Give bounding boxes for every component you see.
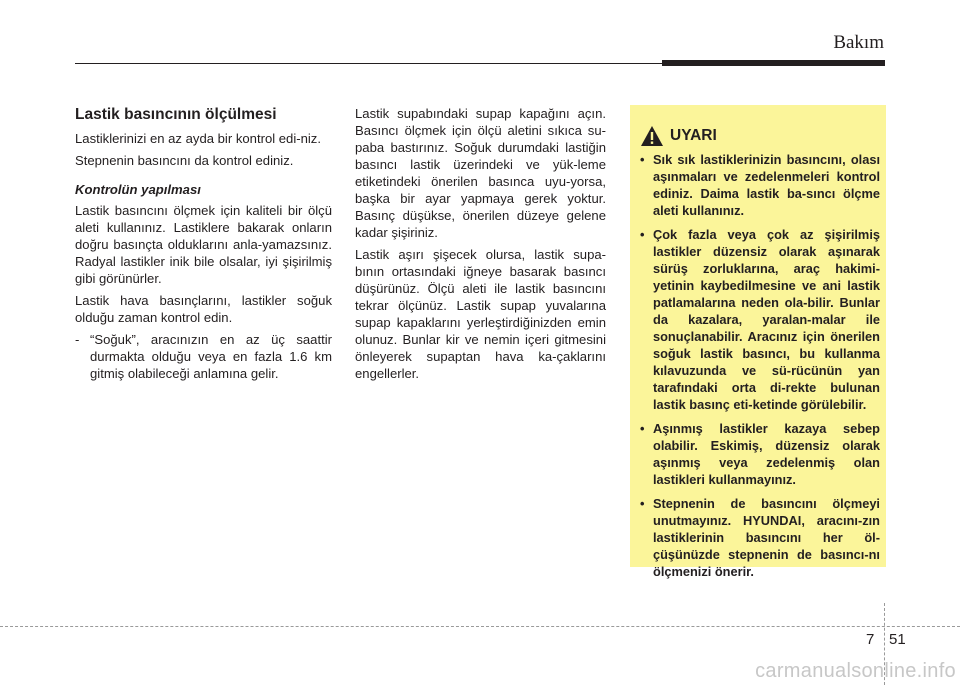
- watermark: carmanualsonline.info: [755, 660, 956, 682]
- warning-item: [640, 420, 880, 488]
- header-rule: [75, 63, 662, 64]
- left-column: [75, 105, 332, 382]
- dash-item-text: “Soğuk”, aracınızın en az üç saattir durmakta olduğu veya en fazla 1.6 km gitmiş olabileceği anlamına gelir.: [90, 332, 332, 381]
- warning-triangle-icon: [640, 125, 664, 147]
- bullet: •: [640, 152, 645, 167]
- warning-item: [640, 226, 880, 413]
- footer-divider: [0, 626, 960, 627]
- warning-item: [640, 151, 880, 219]
- paragraph: Lastik aşırı şişecek olursa, lastik supa-bının ortasındaki iğneye basarak basıncı düşürünüz. Ölçü aleti ile lastik basıncını tekrar ölçünüz. Lastik supap yuvalarına supap kapaklarını yerleştirdiğinizden emin olunuz. Bunlar kir ve nemin içeri gitmesini önleyerek supaptan hava ka-çaklarını engellerler.: [355, 247, 606, 381]
- warning-list: [640, 151, 880, 580]
- warning-item-text: Stepnenin de basıncını ölçmeyi unutmayınız. HYUNDAI, aracını-zın lastiklerinin basıncını her öl-çüşünüzde stepnenin de basıncı-nı ölçmenizi önerir.: [653, 496, 880, 579]
- bullet: •: [640, 227, 645, 242]
- warning-item-text: Aşınmış lastikler kazaya sebep olabilir. Eskimiş, düzensiz olarak aşınmış veya zedelenmiş olan lastikleri kullanmayınız.: [653, 421, 880, 487]
- warning-item-text: Sık sık lastiklerinizin basıncını, olası aşınmaları ve zedelenmeleri kontrol ediniz. Daima lastik ba-sıncı ölçme aleti kullanınız.: [653, 152, 880, 218]
- warning-header: [640, 125, 880, 147]
- paragraph: Lastik basıncını ölçmek için kaliteli bir ölçü aleti kullanınız. Lastiklere bakarak onların doğru basınçta olduklarını anla-yamazsınız. Radyal lastikler inik bile olsalar, iyi şişirilmiş gibi görünürler.: [75, 203, 332, 286]
- warning-box: [630, 105, 886, 579]
- paragraph: Lastiklerinizi en az ayda bir kontrol edi-niz.: [75, 131, 321, 146]
- section-title: Bakım: [833, 32, 884, 53]
- header-rule-accent: [662, 60, 885, 66]
- warning-item-text: Çok fazla veya çok az şişirilmiş lastikler düzensiz olarak aşınarak sürüş zorluklarına, araç hakimi-yetinin kaybedilmesine ve ani lastik patlamalarına neden ola-bilir. Bunlar da kazalara, yaralan-malar ile sonuçlanabilir. Aracınız için önerilen soğuk lastik basıncı, bu kullanma kılavuzunda ve sü-rücünün yan tarafındaki orta di-rekte bulunan lastik basınç eti-ketinde görülebilir.: [653, 227, 880, 412]
- paragraph: Stepnenin basıncını da kontrol ediniz.: [75, 153, 294, 168]
- chapter-number: 7: [866, 631, 875, 648]
- warning-item: [640, 495, 880, 580]
- bullet: •: [640, 421, 645, 436]
- page-number: 51: [889, 631, 906, 648]
- dash-list-item: [75, 331, 332, 382]
- bullet: •: [640, 496, 645, 511]
- section-heading: Lastik basıncının ölçülmesi: [75, 106, 277, 123]
- warning-title: UYARI: [670, 127, 717, 144]
- middle-column: [355, 105, 606, 387]
- subsection-heading: Kontrolün yapılması: [75, 182, 201, 197]
- paragraph: Lastik supabındaki supap kapağını açın. Basıncı ölçmek için ölçü aletini sıkıca su-paba bastırınız. Soğuk durumdaki lastiğin basıncı lastik üzerindeki ve yük-leme etiketindeki önerilen basınca uyu-yorsa, başka bir ayar yapmaya gerek yoktur. Basınç düşükse, önerilen düzeye gelene kadar şişiriniz.: [355, 106, 606, 240]
- dash-marker: -: [75, 332, 80, 347]
- paragraph: Lastik hava basınçlarını, lastikler soğuk olduğu zaman kontrol edin.: [75, 293, 332, 325]
